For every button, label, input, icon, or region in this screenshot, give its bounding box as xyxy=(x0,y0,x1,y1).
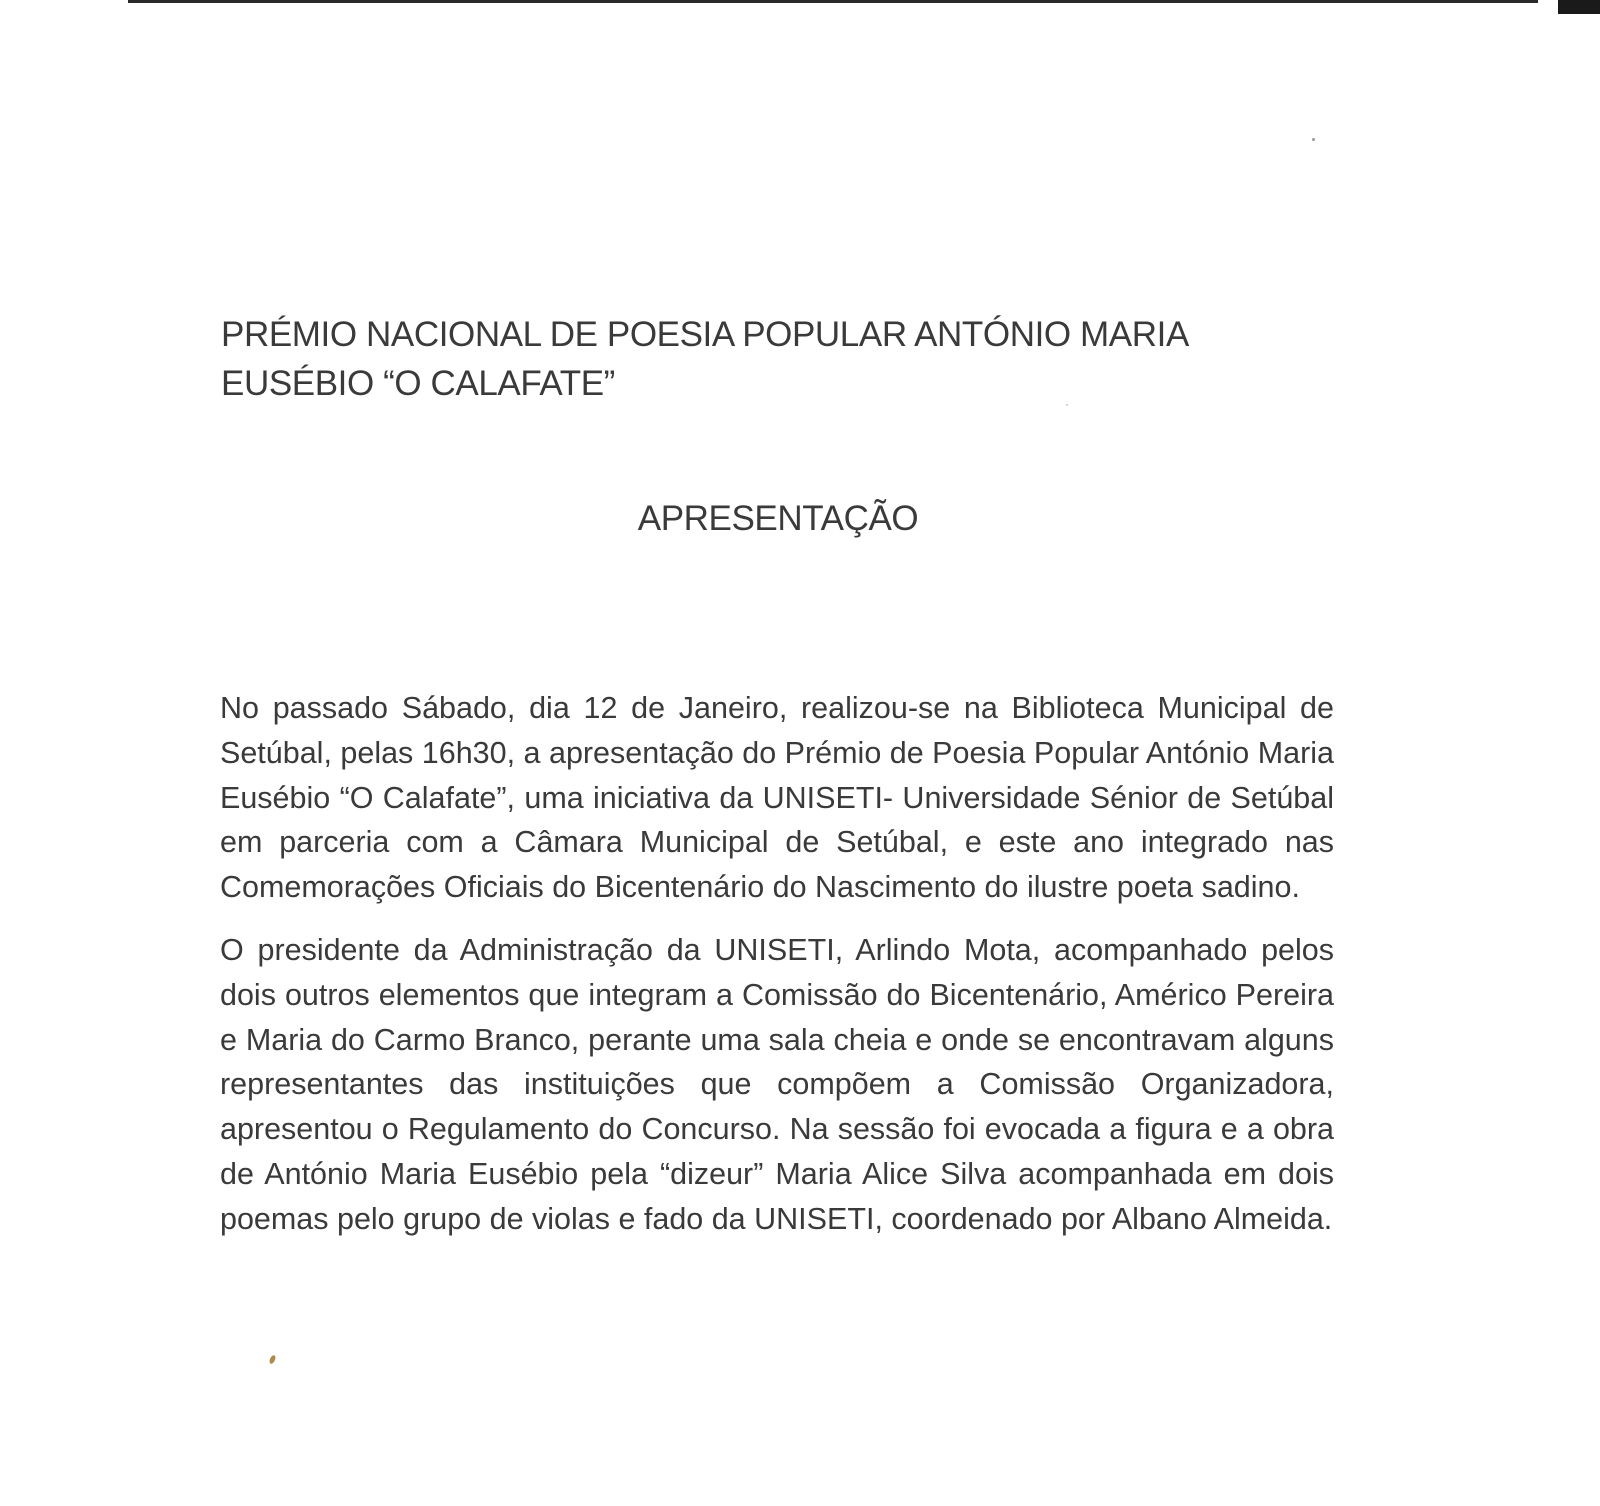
paragraph-2: O presidente da Administração da UNISETI, Arlindo Mota, acompanhado pelos dois outros elementos que integram a Comissão do Bicentenário, Américo Pereira e Maria do Carmo Branco, perante uma sala cheia e onde se encontravam alguns representantes das instituições que compõem a Comissão Organizadora, apresentou o Regulamento do Concurso. Na sessão foi evocada a figura e a obra de António Maria Eusébio pela “dizeur” Maria Alice Silva acompanhada em dois poemas pelo grupo de violas e fado da UNISETI, coordenado por Albano Almeida. xyxy=(220,932,1334,1236)
scan-speck xyxy=(268,1354,276,1364)
scan-top-edge xyxy=(128,0,1538,3)
paragraph-1: No passado Sábado, dia 12 de Janeiro, realizou-se na Biblioteca Municipal de Setúbal, pelas 16h30, a apresentação do Prémio de Poesia Popular António Maria Eusébio “O Calafate”, uma iniciativa da UNISETI- Universidade Sénior de Setúbal em parceria com a Câmara Municipal de Setúbal, e este ano integrado nas Comemorações Oficiais do Bicentenário do Nascimento do ilustre poeta sadino. xyxy=(220,691,1334,905)
scan-corner-mark xyxy=(1558,0,1600,14)
body-text xyxy=(220,686,1334,1260)
scan-speck xyxy=(1312,138,1315,141)
document-title: PRÉMIO NACIONAL DE POESIA POPULAR ANTÓNIO MARIA EUSÉBIO “O CALAFATE” xyxy=(221,315,1187,403)
section-heading: APRESENTAÇÃO xyxy=(637,499,919,538)
